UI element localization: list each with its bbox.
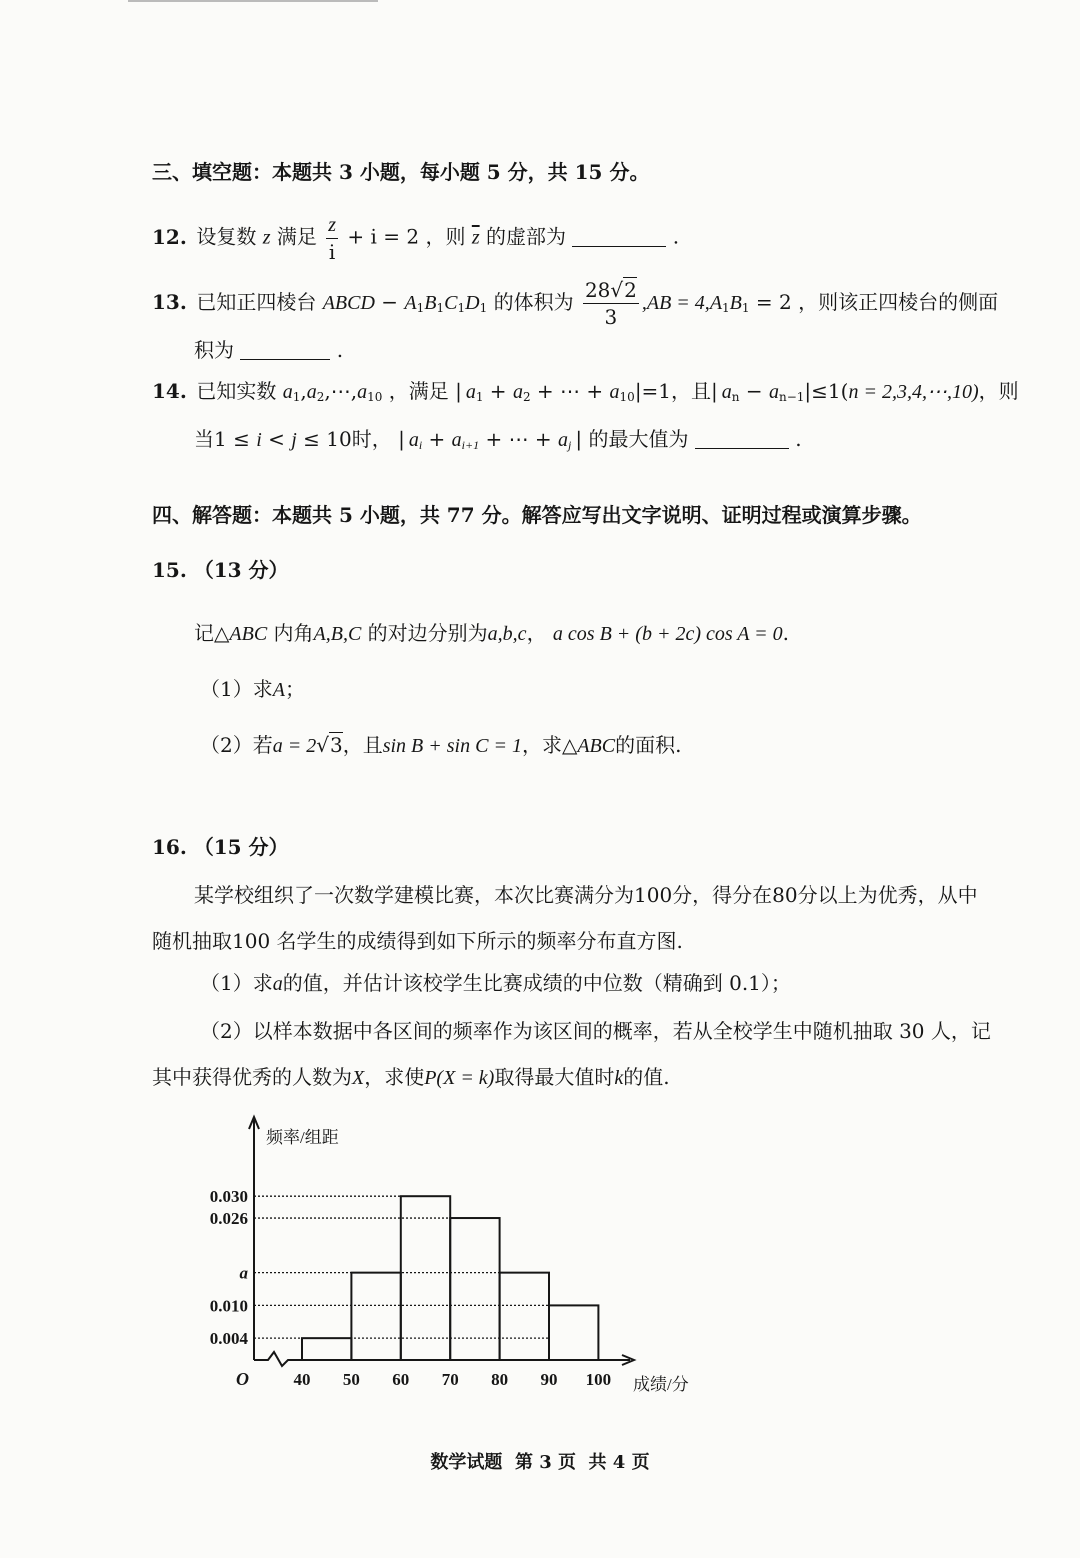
volume-fraction: $\frac{28√2}{3}$ (584, 278, 637, 329)
origin-label: O (236, 1369, 249, 1389)
question-15-stem: 记△ABC 内角A,B,C 的对边分别为a,b,c， a cos B + (b + 2c) cos A = 0. (194, 621, 789, 645)
page-footer: 数学试题 第 3 页 共 4 页 (430, 1452, 650, 1473)
y-axis-label: 频率/组距 (266, 1128, 339, 1147)
question-14-line-2: 当1 ≤ i < j ≤ 10时， | $a_i + a_{i+1}$ + ⋯ + $a_j$ | 的最大值为 . (194, 427, 802, 452)
question-16-part-2-line-2: 其中获得优秀的人数为X，求使P(X = k)取得最大值时k的值. (152, 1065, 670, 1089)
x-tick-label-50: 50 (342, 1370, 360, 1389)
section-3-heading: 三、填空题：本题共 3 小题，每小题 5 分，共 15 分。 (152, 160, 650, 184)
frequency-histogram (0, 1105, 720, 1395)
histogram-bar-40-50 (302, 1338, 351, 1360)
x-tick-label-100: 100 (585, 1370, 612, 1389)
histogram-axes (249, 1117, 634, 1366)
answer-blank[interactable] (695, 448, 789, 449)
question-number: 13. (152, 290, 187, 314)
fraction-z-over-i: $\frac{z}{i}$ (328, 214, 337, 264)
y-tick-label-2: a (239, 1263, 248, 1283)
scan-edge-line (128, 0, 378, 2)
x-axis-line-with-break (254, 1352, 630, 1366)
question-13: 13. 已知正四棱台 ABCD − $A_1B_1C_1D_1$ 的体积为 $\frac{28√2}{3}$ $,AB = 4,A_1B_1 = 2$ ，则该正四棱台的侧面 (152, 278, 999, 329)
question-number: 14. (152, 379, 187, 403)
histogram-bars (302, 1196, 598, 1360)
question-number: 12. (152, 224, 187, 249)
question-15-header: 15. （13 分） (152, 558, 289, 582)
histogram-bar-90-100 (549, 1305, 598, 1360)
y-tick-label-0: 0.004 (209, 1329, 248, 1349)
conjugate-z: $\overline{z}$ (471, 226, 480, 249)
question-15-part-1: （1）求A； (200, 677, 305, 701)
x-axis-label: 成绩/分 (633, 1375, 689, 1394)
x-tick-label-80: 80 (491, 1370, 509, 1389)
x-tick-label-70: 70 (441, 1370, 459, 1389)
question-16-part-2-line-1: （2）以样本数据中各区间的频率作为该区间的概率，若从全校学生中随机抽取 30 人，记 (200, 1019, 991, 1043)
question-16-stem-line-2: 随机抽取100 名学生的成绩得到如下所示的频率分布直方图. (152, 929, 683, 953)
histogram-bar-60-70 (401, 1196, 450, 1360)
y-tick-label-1: 0.010 (209, 1296, 248, 1316)
x-tick-label-90: 90 (540, 1370, 558, 1389)
question-16-stem-line-1: 某学校组织了一次数学建模比赛，本次比赛满分为100分，得分在80分以上为优秀，从中 (194, 883, 978, 907)
question-12: 12. 设复数 z 满足 $\frac{z}{i}$ + i = 2 ，则 $\overline{z}$ 的虚部为 . (152, 214, 680, 264)
x-tick-label-60: 60 (392, 1370, 410, 1389)
histogram-bar-50-60 (351, 1273, 400, 1360)
answer-blank[interactable] (240, 359, 330, 360)
question-16-header: 16. （15 分） (152, 835, 289, 859)
question-13-line-2: 积为 . (194, 338, 344, 362)
question-16-part-1: （1）求a的值，并估计该校学生比赛成绩的中位数（精确到 0.1）； (200, 971, 791, 995)
section-4-heading: 四、解答题：本题共 5 小题，共 77 分。解答应写出文字说明、证明过程或演算步骤。 (152, 503, 922, 527)
y-tick-label-3: 0.026 (209, 1209, 248, 1229)
y-tick-label-4: 0.030 (209, 1187, 248, 1207)
x-tick-label-40: 40 (293, 1370, 311, 1389)
question-14: 14. 已知实数 $a_1,a_2,\cdots,a_{10}$ ，满足 | $a_1 + a_2$ + ⋯ + $a_{10}|=1$，且| $a_n - a_{n-1}|\le 1(n$ = 2,3,4,⋯,10)，则 (152, 376, 1080, 412)
answer-blank[interactable] (572, 246, 666, 247)
question-15-part-2: （2）若a = 2√3，且sin B + sin C = 1，求△ABC的面积. (200, 733, 682, 757)
histogram-bar-80-90 (500, 1273, 549, 1360)
